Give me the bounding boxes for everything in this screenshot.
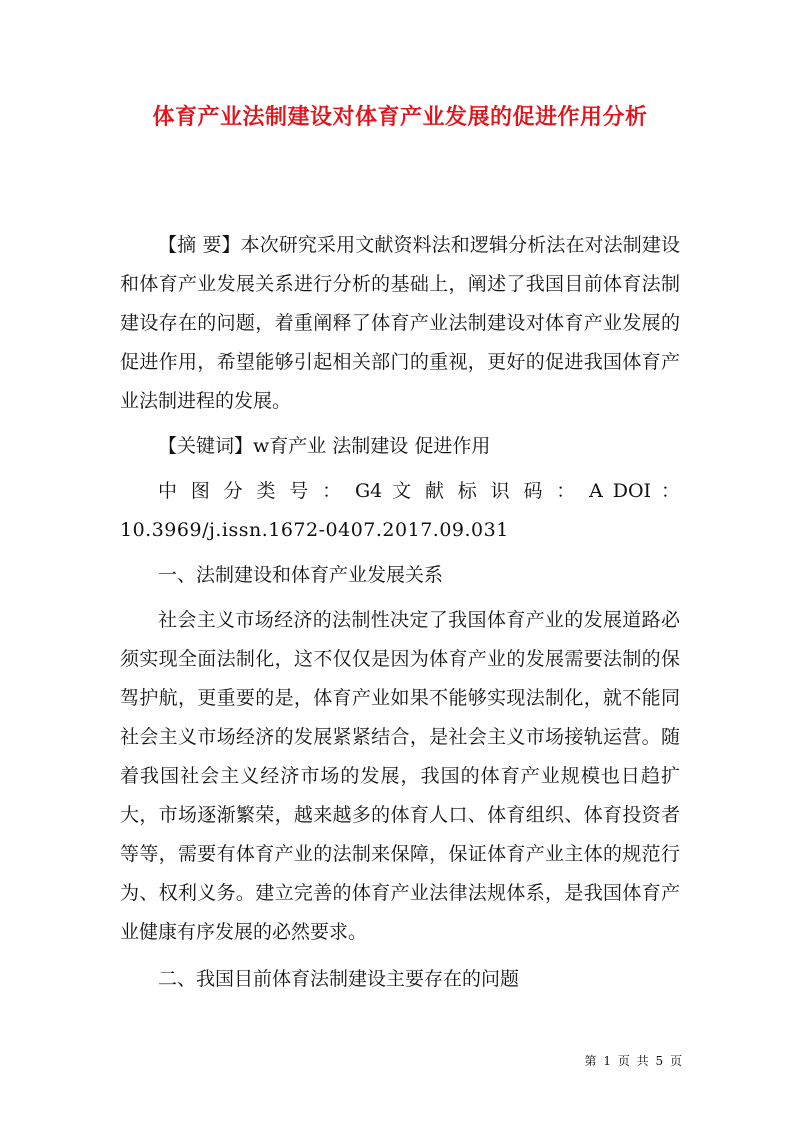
section-1-heading: 一、法制建设和体育产业发展关系 [158, 564, 444, 586]
section-1-paragraph: 社会主义市场经济的法制性决定了我国体育产业的发展道路必须实现全面法制化，这不仅仅是因为体育产业的发展需要法制的保驾护航，更重要的是，体育产业如果不能够实现法制化，就不能同社会主义市场经济的发展紧紧结合，是社会主义市场接轨运营。随着我国社会主义经济市场的发展，我国的体育产业规模也日趋扩大，市场逐渐繁荣，越来越多的体育人口、体育组织、体育投资者等等，需要有体育产业的法制来保障，保证体育产业主体的规范行为、权利义务。建立完善的体育产业法律法规体系，是我国体育产业健康有序发展的必然要求。 [120, 609, 680, 943]
footer-page-number: 1 [603, 1054, 612, 1068]
footer-total-pages: 5 [655, 1054, 664, 1068]
doi-line: 10.3969/j.issn.1672-0407.2017.09.031 [120, 519, 509, 541]
abstract-paragraph: 【摘 要】本次研究采用文献资料法和逻辑分析法在对法制建设和体育产业发展关系进行分析的基础上，阐述了我国目前体育法制建设存在的问题，着重阐释了体育产业法制建设对体育产业发展的促进作用，希望能够引起相关部门的重视，更好的促进我国体育产业法制进程的发展。 [120, 234, 680, 412]
page-footer [585, 1053, 682, 1069]
section-2-heading: 二、我国目前体育法制建设主要存在的问题 [158, 968, 520, 990]
footer-middle: 页 共 [617, 1054, 649, 1068]
document-title: 体育产业法制建设对体育产业发展的促进作用分析 [152, 104, 648, 130]
document-body [120, 226, 680, 999]
keywords-line: 【关键词】w育产业 法制建设 促进作用 [158, 435, 491, 457]
footer-prefix: 第 [584, 1054, 597, 1068]
classification-block [120, 472, 680, 550]
footer-suffix: 页 [669, 1054, 682, 1068]
classification-line-1: 中 图 分 类 号 ： G4 文 献 标 识 码 ： A DOI ： [158, 480, 680, 502]
